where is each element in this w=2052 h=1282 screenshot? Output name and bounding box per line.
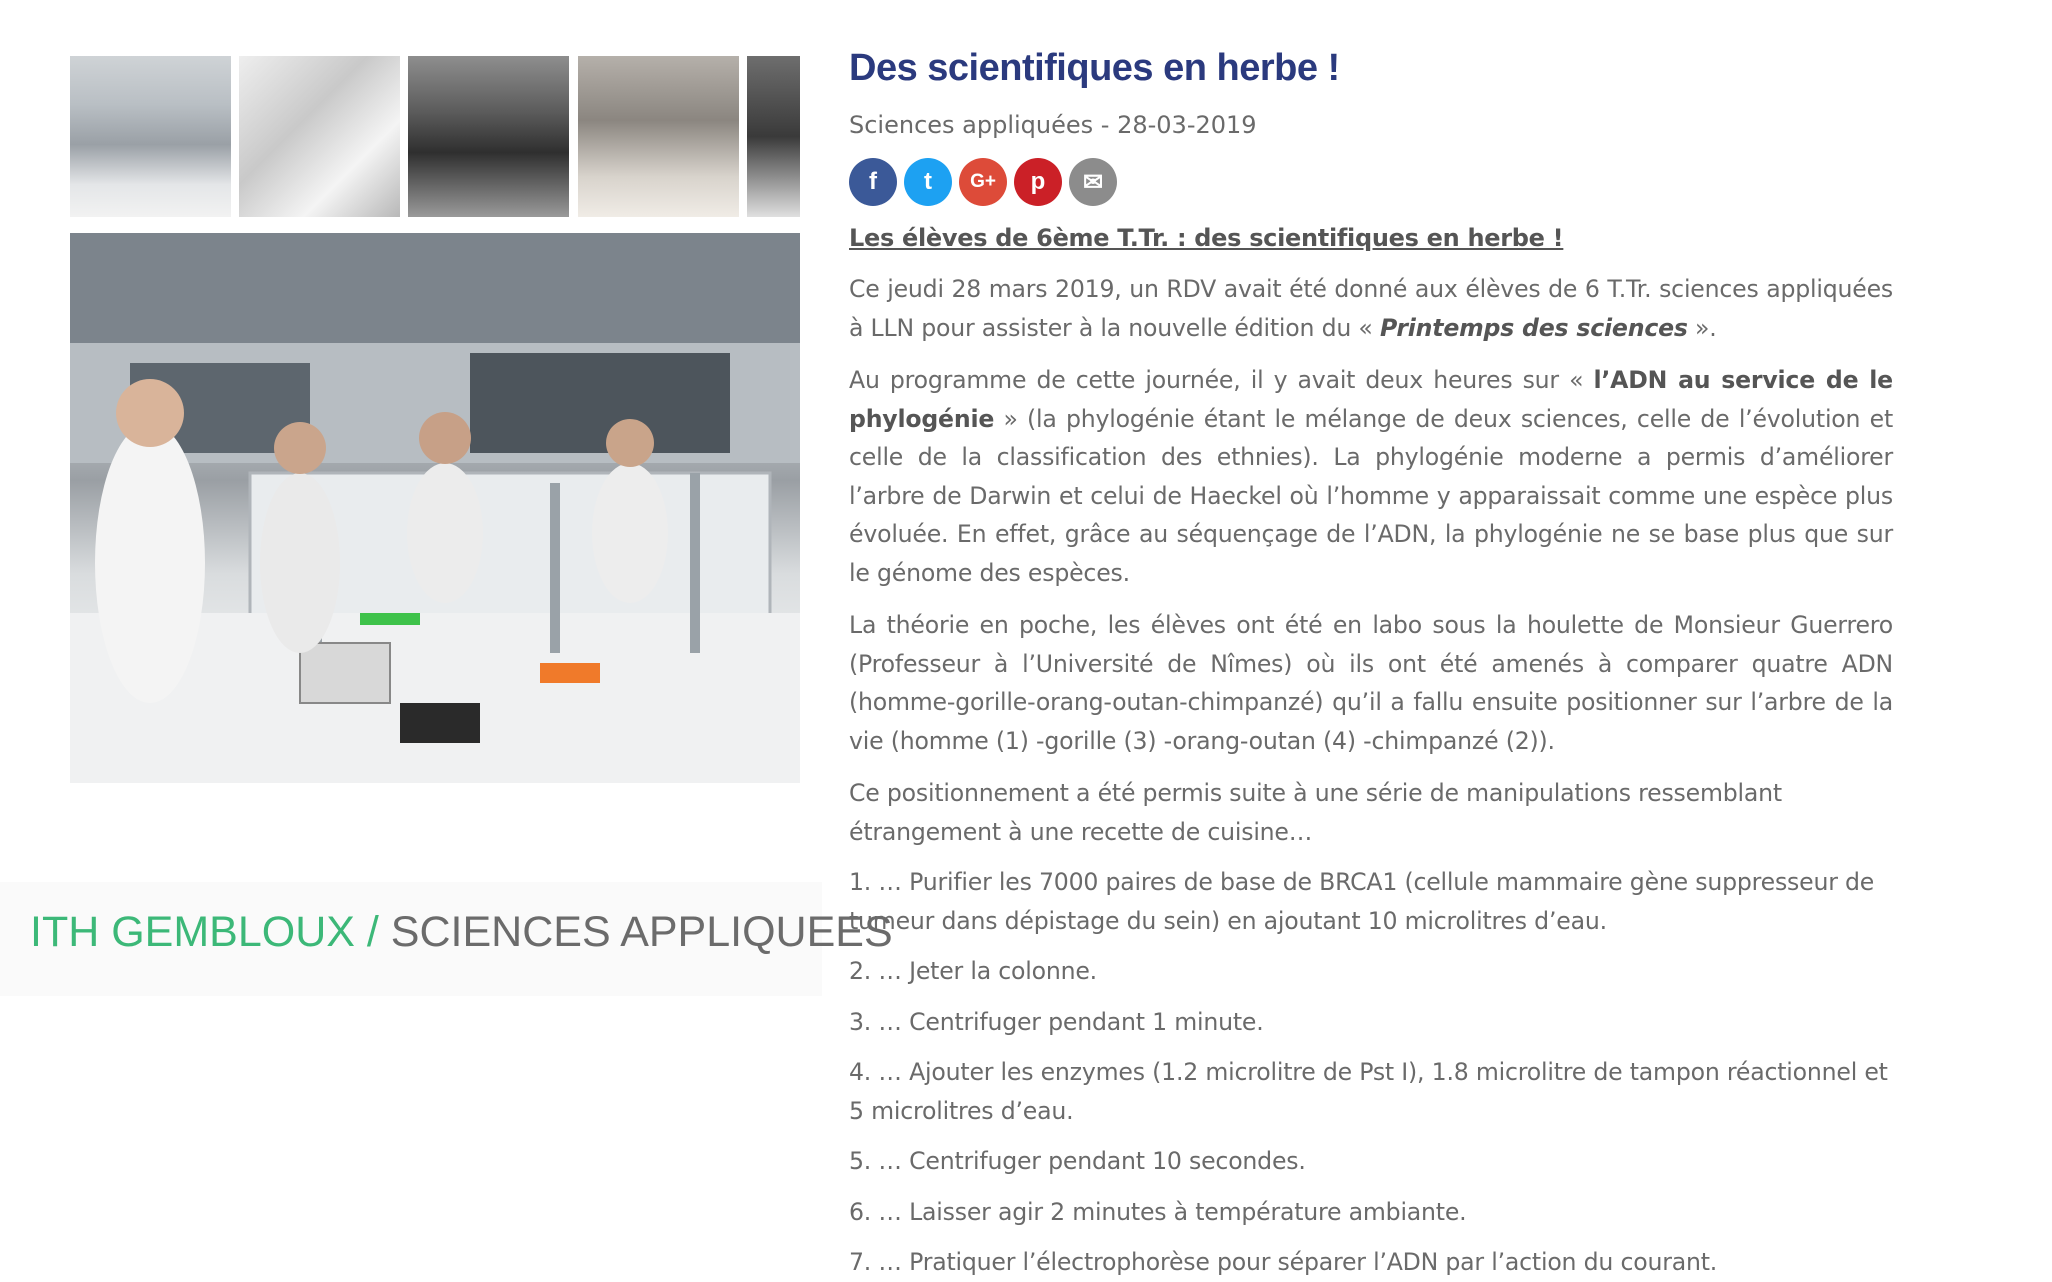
article-meta: Sciences appliquées - 28-03-2019 bbox=[849, 111, 1257, 139]
paragraph-text: Ce jeudi 28 mars 2019, un RDV avait été donné aux élèves de 6 T.Tr. sciences appliquées à LLN pour assister à la nouvelle édition du « bbox=[849, 275, 1893, 342]
list-item: 2. … Jeter la colonne. bbox=[849, 957, 1097, 985]
email-icon[interactable]: ✉ bbox=[1069, 158, 1117, 206]
gallery-thumbnail[interactable] bbox=[70, 56, 231, 217]
main-photo[interactable] bbox=[70, 233, 800, 783]
google-plus-icon[interactable]: G+ bbox=[959, 158, 1007, 206]
paragraph-text: » (la phylogénie étant le mélange de deux sciences, celle de l’évolution et celle de la classification des ethnies). La phylogénie moderne a permis d’améliorer l’arbre de Darwin et celui de Haeckel où l’homme y apparaissait comme une espèce plus évoluée. En effet, grâce au séquençage de l’ADN, la phylogénie ne se base plus que sur le génome des espèces. bbox=[849, 404, 1893, 587]
paragraph-lab: La théorie en poche, les élèves ont été en labo sous la houlette de Monsieur Guerrero (Professeur à l’Université de Nîmes) où ils ont été amenés à comparer quatre ADN (homme-gorille-orang-outan-chimpanzé) qu’il a fallu ensuite positionner sur l’arbre de la vie (homme (1) -gorille (3) -orang-outan (4) -chimpanzé (2)). bbox=[849, 611, 1893, 755]
banner-title bbox=[30, 908, 893, 957]
list-item: 4. … Ajouter les enzymes (1.2 microlitre de Pst I), 1.8 microlitre de tampon réactionnel et 5 microlitres d’eau. bbox=[849, 1058, 1888, 1125]
paragraph-recipe: Ce positionnement a été permis suite à une série de manipulations ressemblant étrangement à une recette de cuisine… bbox=[849, 779, 1782, 846]
article-subheading: Les élèves de 6ème T.Tr. : des scientifiques en herbe ! bbox=[849, 224, 1564, 252]
event-name: Printemps des sciences bbox=[1379, 313, 1688, 342]
thumbnail-strip bbox=[70, 56, 800, 217]
list-item: 5. … Centrifuger pendant 10 secondes. bbox=[849, 1147, 1306, 1175]
pinterest-icon[interactable]: p bbox=[1014, 158, 1062, 206]
share-buttons bbox=[849, 158, 1893, 206]
gallery-thumbnail[interactable] bbox=[239, 56, 400, 217]
list-item: 7. … Pratiquer l’électrophorèse pour séparer l’ADN par l’action du courant. bbox=[849, 1248, 1718, 1276]
twitter-icon[interactable]: t bbox=[904, 158, 952, 206]
section-banner bbox=[0, 882, 893, 996]
facebook-icon[interactable]: f bbox=[849, 158, 897, 206]
list-item: 3. … Centrifuger pendant 1 minute. bbox=[849, 1007, 1264, 1036]
article-title: Des scientifiques en herbe ! bbox=[849, 47, 1340, 89]
gallery-thumbnail[interactable] bbox=[747, 56, 800, 217]
lab-scene-illustration bbox=[70, 233, 800, 783]
steps-list bbox=[849, 863, 1893, 1282]
list-item: 6. … Laisser agir 2 minutes à température ambiante. bbox=[849, 1197, 1467, 1226]
list-item: 1. … Purifier les 7000 paires de base de BRCA1 (cellule mammaire gène suppresseur de tumeur dans dépistage du sein) en ajoutant 10 microlitres d’eau. bbox=[849, 868, 1875, 935]
banner-school[interactable]: ITH GEMBLOUX / bbox=[30, 908, 379, 956]
gallery-thumbnail[interactable] bbox=[408, 56, 569, 217]
banner-section[interactable]: SCIENCES APPLIQUEES bbox=[390, 908, 893, 956]
paragraph-intro bbox=[849, 270, 1893, 347]
gallery-thumbnail[interactable] bbox=[578, 56, 739, 217]
paragraph-program bbox=[849, 361, 1893, 592]
article bbox=[849, 38, 1893, 1282]
paragraph-text: ». bbox=[1687, 313, 1717, 342]
paragraph-text: Au programme de cette journée, il y avait deux heures sur « bbox=[849, 366, 1594, 394]
topic-highlight: l’ADN au service de le phylogénie bbox=[849, 366, 1893, 433]
